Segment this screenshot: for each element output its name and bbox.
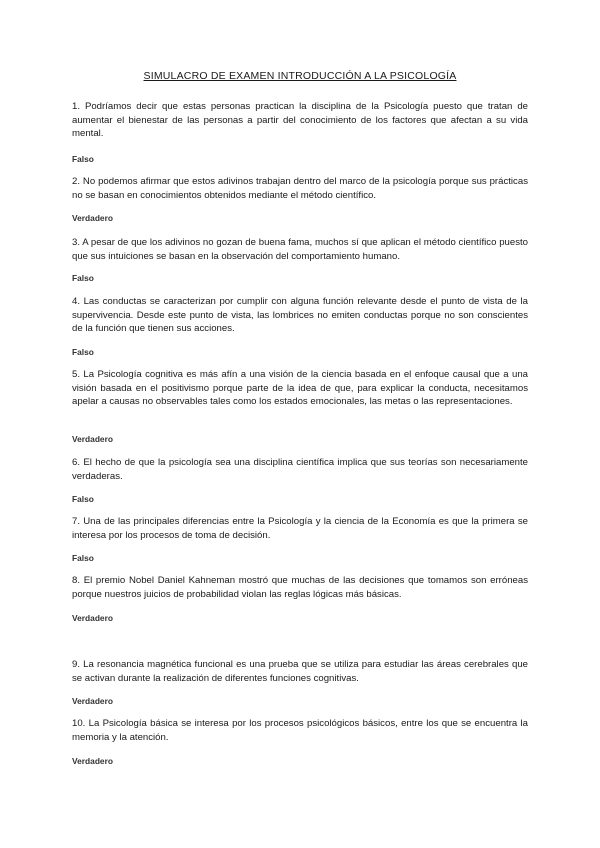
question-text: 6. El hecho de que la psicología sea una disciplina científica implica que sus teorías son necesariamente verdaderas. bbox=[72, 457, 528, 482]
answer-text: Falso bbox=[72, 553, 94, 563]
question-text: 3. A pesar de que los adivinos no gozan de buena fama, muchos sí que aplican el método científico puesto que sus intuiciones se basan en la observación del comportamiento humano. bbox=[72, 237, 528, 262]
answer-text: Verdadero bbox=[72, 434, 113, 444]
answer-6 bbox=[72, 494, 528, 505]
answer-3 bbox=[72, 273, 528, 284]
question-block-10 bbox=[72, 717, 528, 744]
answer-1 bbox=[72, 154, 528, 165]
question-block-6 bbox=[72, 456, 528, 483]
question-text: 8. El premio Nobel Daniel Kahneman mostró que muchas de las decisiones que tomamos son erróneas porque nuestros juicios de probabilidad violan las reglas lógicas más básicas. bbox=[72, 575, 528, 600]
answer-text: Falso bbox=[72, 154, 94, 164]
question-block-8 bbox=[72, 574, 528, 601]
answer-5 bbox=[72, 434, 528, 445]
question-text: 10. La Psicología básica se interesa por los procesos psicológicos básicos, entre los que se encuentra la memoria y la atención. bbox=[72, 718, 528, 743]
question-text: 9. La resonancia magnética funcional es una prueba que se utiliza para estudiar las áreas cerebrales que se activan durante la realización de diferentes funciones cognitivas. bbox=[72, 659, 528, 684]
answer-7 bbox=[72, 553, 528, 564]
question-block-3 bbox=[72, 236, 528, 263]
answer-text: Verdadero bbox=[72, 213, 113, 223]
question-text: 5. La Psicología cognitiva es más afín a una visión de la ciencia basada en el enfoque causal que a una visión basada en el positivismo porque parte de la idea de que, para explicar la conducta, necesitamos apelar a causas no observables tales como los estados emocionales, las metas o las representaciones. bbox=[72, 369, 528, 408]
question-text: 7. Una de las principales diferencias entre la Psicología y la ciencia de la Economía es que la primera se interesa por los procesos de toma de decisión. bbox=[72, 516, 528, 541]
question-text: 2. No podemos afirmar que estos adivinos trabajan dentro del marco de la psicología porque sus prácticas no se basan en conocimientos obtenidos mediante el método científico. bbox=[72, 176, 528, 201]
answer-8 bbox=[72, 613, 528, 624]
answer-text: Falso bbox=[72, 494, 94, 504]
question-block-7 bbox=[72, 515, 528, 542]
document-title: SIMULACRO DE EXAMEN INTRODUCCIÓN A LA PSICOLOGÍA bbox=[143, 70, 457, 82]
answer-text: Verdadero bbox=[72, 613, 113, 623]
answer-4 bbox=[72, 347, 528, 358]
question-block-2 bbox=[72, 175, 528, 202]
question-block-9 bbox=[72, 658, 528, 685]
question-block-5 bbox=[72, 368, 528, 409]
question-text: 4. Las conductas se caracterizan por cumplir con alguna función relevante desde el punto de vista de la supervivencia. Desde este punto de vista, las lombrices no emiten conductas porque no son conscientes de la función que tienen sus acciones. bbox=[72, 296, 528, 335]
answer-text: Verdadero bbox=[72, 756, 113, 766]
question-block-4 bbox=[72, 295, 528, 336]
answer-10 bbox=[72, 756, 528, 767]
answer-9 bbox=[72, 696, 528, 707]
question-text: 1. Podríamos decir que estas personas practican la disciplina de la Psicología puesto que tratan de aumentar el bienestar de las personas a partir del conocimiento de los factores que afectan a su vida mental. bbox=[72, 101, 528, 140]
answer-text: Verdadero bbox=[72, 696, 113, 706]
answer-text: Falso bbox=[72, 273, 94, 283]
answer-text: Falso bbox=[72, 347, 94, 357]
answer-2 bbox=[72, 213, 528, 224]
question-block-1 bbox=[72, 100, 528, 141]
